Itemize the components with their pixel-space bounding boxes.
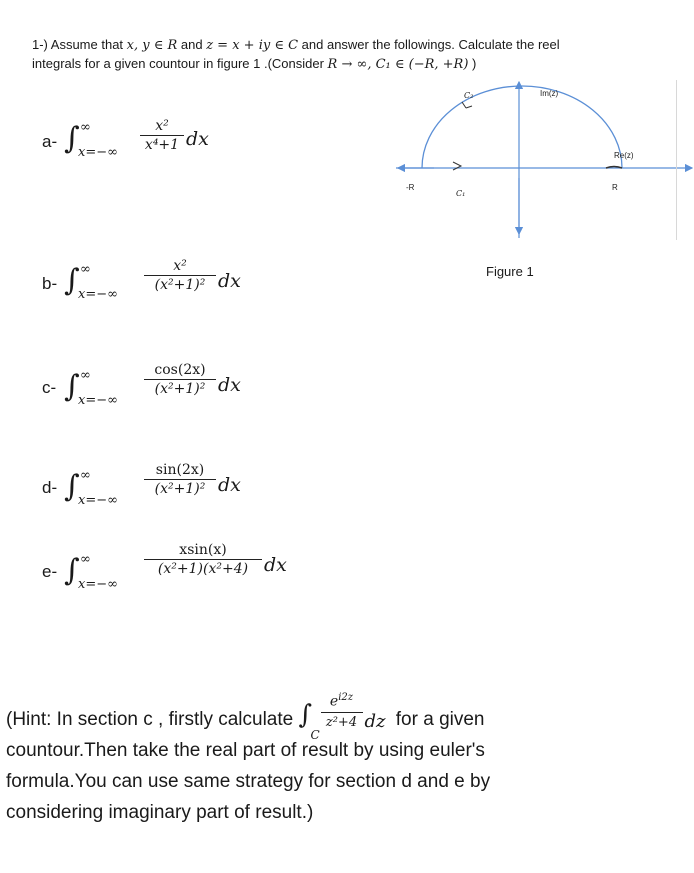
integral-label: e- — [42, 562, 58, 581]
integral-lower-limit: x=−∞ — [78, 577, 118, 592]
hint-line-1 — [6, 691, 666, 742]
figure-caption: Figure 1 — [486, 264, 534, 279]
c2-direction-arrow — [462, 102, 472, 108]
hint-text: for a given — [390, 709, 485, 730]
differential: dx — [218, 374, 241, 396]
numerator-exponent: i2z — [338, 691, 354, 703]
integral-label: c- — [42, 378, 57, 397]
denominator: (x²+1)(x²+4) — [157, 561, 249, 577]
intro-math: z = x + iy ∈ C — [206, 38, 299, 53]
differential: dx — [218, 474, 241, 496]
integral-sign: ∫ — [64, 553, 80, 588]
denominator: x⁴+1 — [144, 137, 180, 153]
integral-lower-limit: x=−∞ — [78, 393, 118, 408]
fraction — [144, 462, 216, 497]
integral-sign: ∫ — [64, 121, 80, 156]
integral-sign: ∫ — [64, 369, 80, 404]
hint-text: (Hint: In section c , firstly calculate — [6, 709, 299, 730]
contour-c2-arc — [422, 86, 622, 168]
pos-r-label: R — [612, 183, 618, 192]
fraction — [144, 258, 216, 293]
denominator: (x²+1)² — [154, 277, 206, 293]
fraction — [144, 362, 216, 397]
hint-integral — [298, 691, 391, 742]
intro-line-2 — [32, 55, 672, 74]
numerator: x² — [173, 258, 187, 274]
integral-lower-limit: x=−∞ — [78, 493, 118, 508]
c1-label: C₁ — [456, 189, 466, 198]
fraction-bar — [144, 379, 216, 380]
integral-upper-limit: ∞ — [80, 262, 91, 277]
numerator: xsin(x) — [179, 542, 227, 558]
numerator: cos(2x) — [154, 362, 206, 378]
integral-lower-limit: x=−∞ — [78, 287, 118, 302]
hint-line-2: countour.Then take the real part of result by using euler's — [6, 740, 485, 761]
numerator-base: e — [329, 693, 339, 710]
im-axis-label: Im(z) — [540, 89, 559, 98]
integral-sign: ∫ — [64, 263, 80, 298]
integral-upper-limit: ∞ — [80, 468, 91, 483]
fraction-bar — [144, 559, 262, 560]
c2-label: C₂ — [464, 91, 474, 100]
integral-upper-limit: ∞ — [80, 368, 91, 383]
integral-label: a- — [42, 132, 58, 151]
numerator: sin(2x) — [155, 462, 205, 478]
intro-text: and answer the followings. Calculate the reel — [298, 37, 560, 52]
integral-sign: ∫ — [64, 469, 80, 504]
fraction-bar — [321, 712, 363, 713]
intro-line-1 — [32, 36, 672, 55]
intro-text: ) — [468, 56, 477, 71]
intro-math: R → ∞, C₁ ∈ (−R, +R) — [327, 57, 469, 72]
hint-line-3: formula.You can use same strategy for section d and e by — [6, 771, 491, 792]
figure-border — [676, 80, 677, 240]
intro-text: and — [177, 37, 207, 52]
numerator: x² — [155, 118, 169, 134]
intro-math: x, y ∈ R — [126, 38, 178, 53]
integral-upper-limit: ∞ — [80, 552, 91, 567]
fraction-bar — [144, 275, 216, 276]
differential: dx — [218, 270, 241, 292]
fraction-bar — [140, 135, 184, 136]
integral-label: b- — [42, 274, 58, 293]
fraction — [140, 118, 184, 153]
denominator: (x²+1)² — [154, 381, 206, 397]
problem-statement — [32, 36, 672, 74]
fraction-bar — [144, 479, 216, 480]
intro-text: integrals for a given countour in figure 1 .(Consider — [32, 56, 328, 71]
differential: dx — [264, 554, 287, 576]
numerator — [321, 690, 363, 710]
fraction — [144, 542, 262, 577]
neg-r-label: -R — [406, 183, 415, 192]
differential: dx — [186, 128, 209, 150]
contour-subscript: C — [310, 727, 320, 742]
c1-direction-arrow — [453, 162, 461, 170]
denominator: z²+4 — [325, 714, 358, 730]
re-axis-label: Re(z) — [614, 151, 634, 160]
hint-paragraph — [6, 691, 666, 828]
denominator: (x²+1)² — [154, 481, 206, 497]
integral-lower-limit: x=−∞ — [78, 145, 118, 160]
integral-label: d- — [42, 478, 58, 497]
hint-line-4: considering imaginary part of result.) — [6, 802, 314, 823]
integral-sign: ∫ — [298, 699, 313, 730]
hint-fraction — [321, 690, 363, 731]
contour-figure — [394, 78, 694, 248]
differential: dz — [364, 710, 386, 732]
integral-upper-limit: ∞ — [80, 120, 91, 135]
intro-text: 1-) Assume that — [32, 37, 127, 52]
